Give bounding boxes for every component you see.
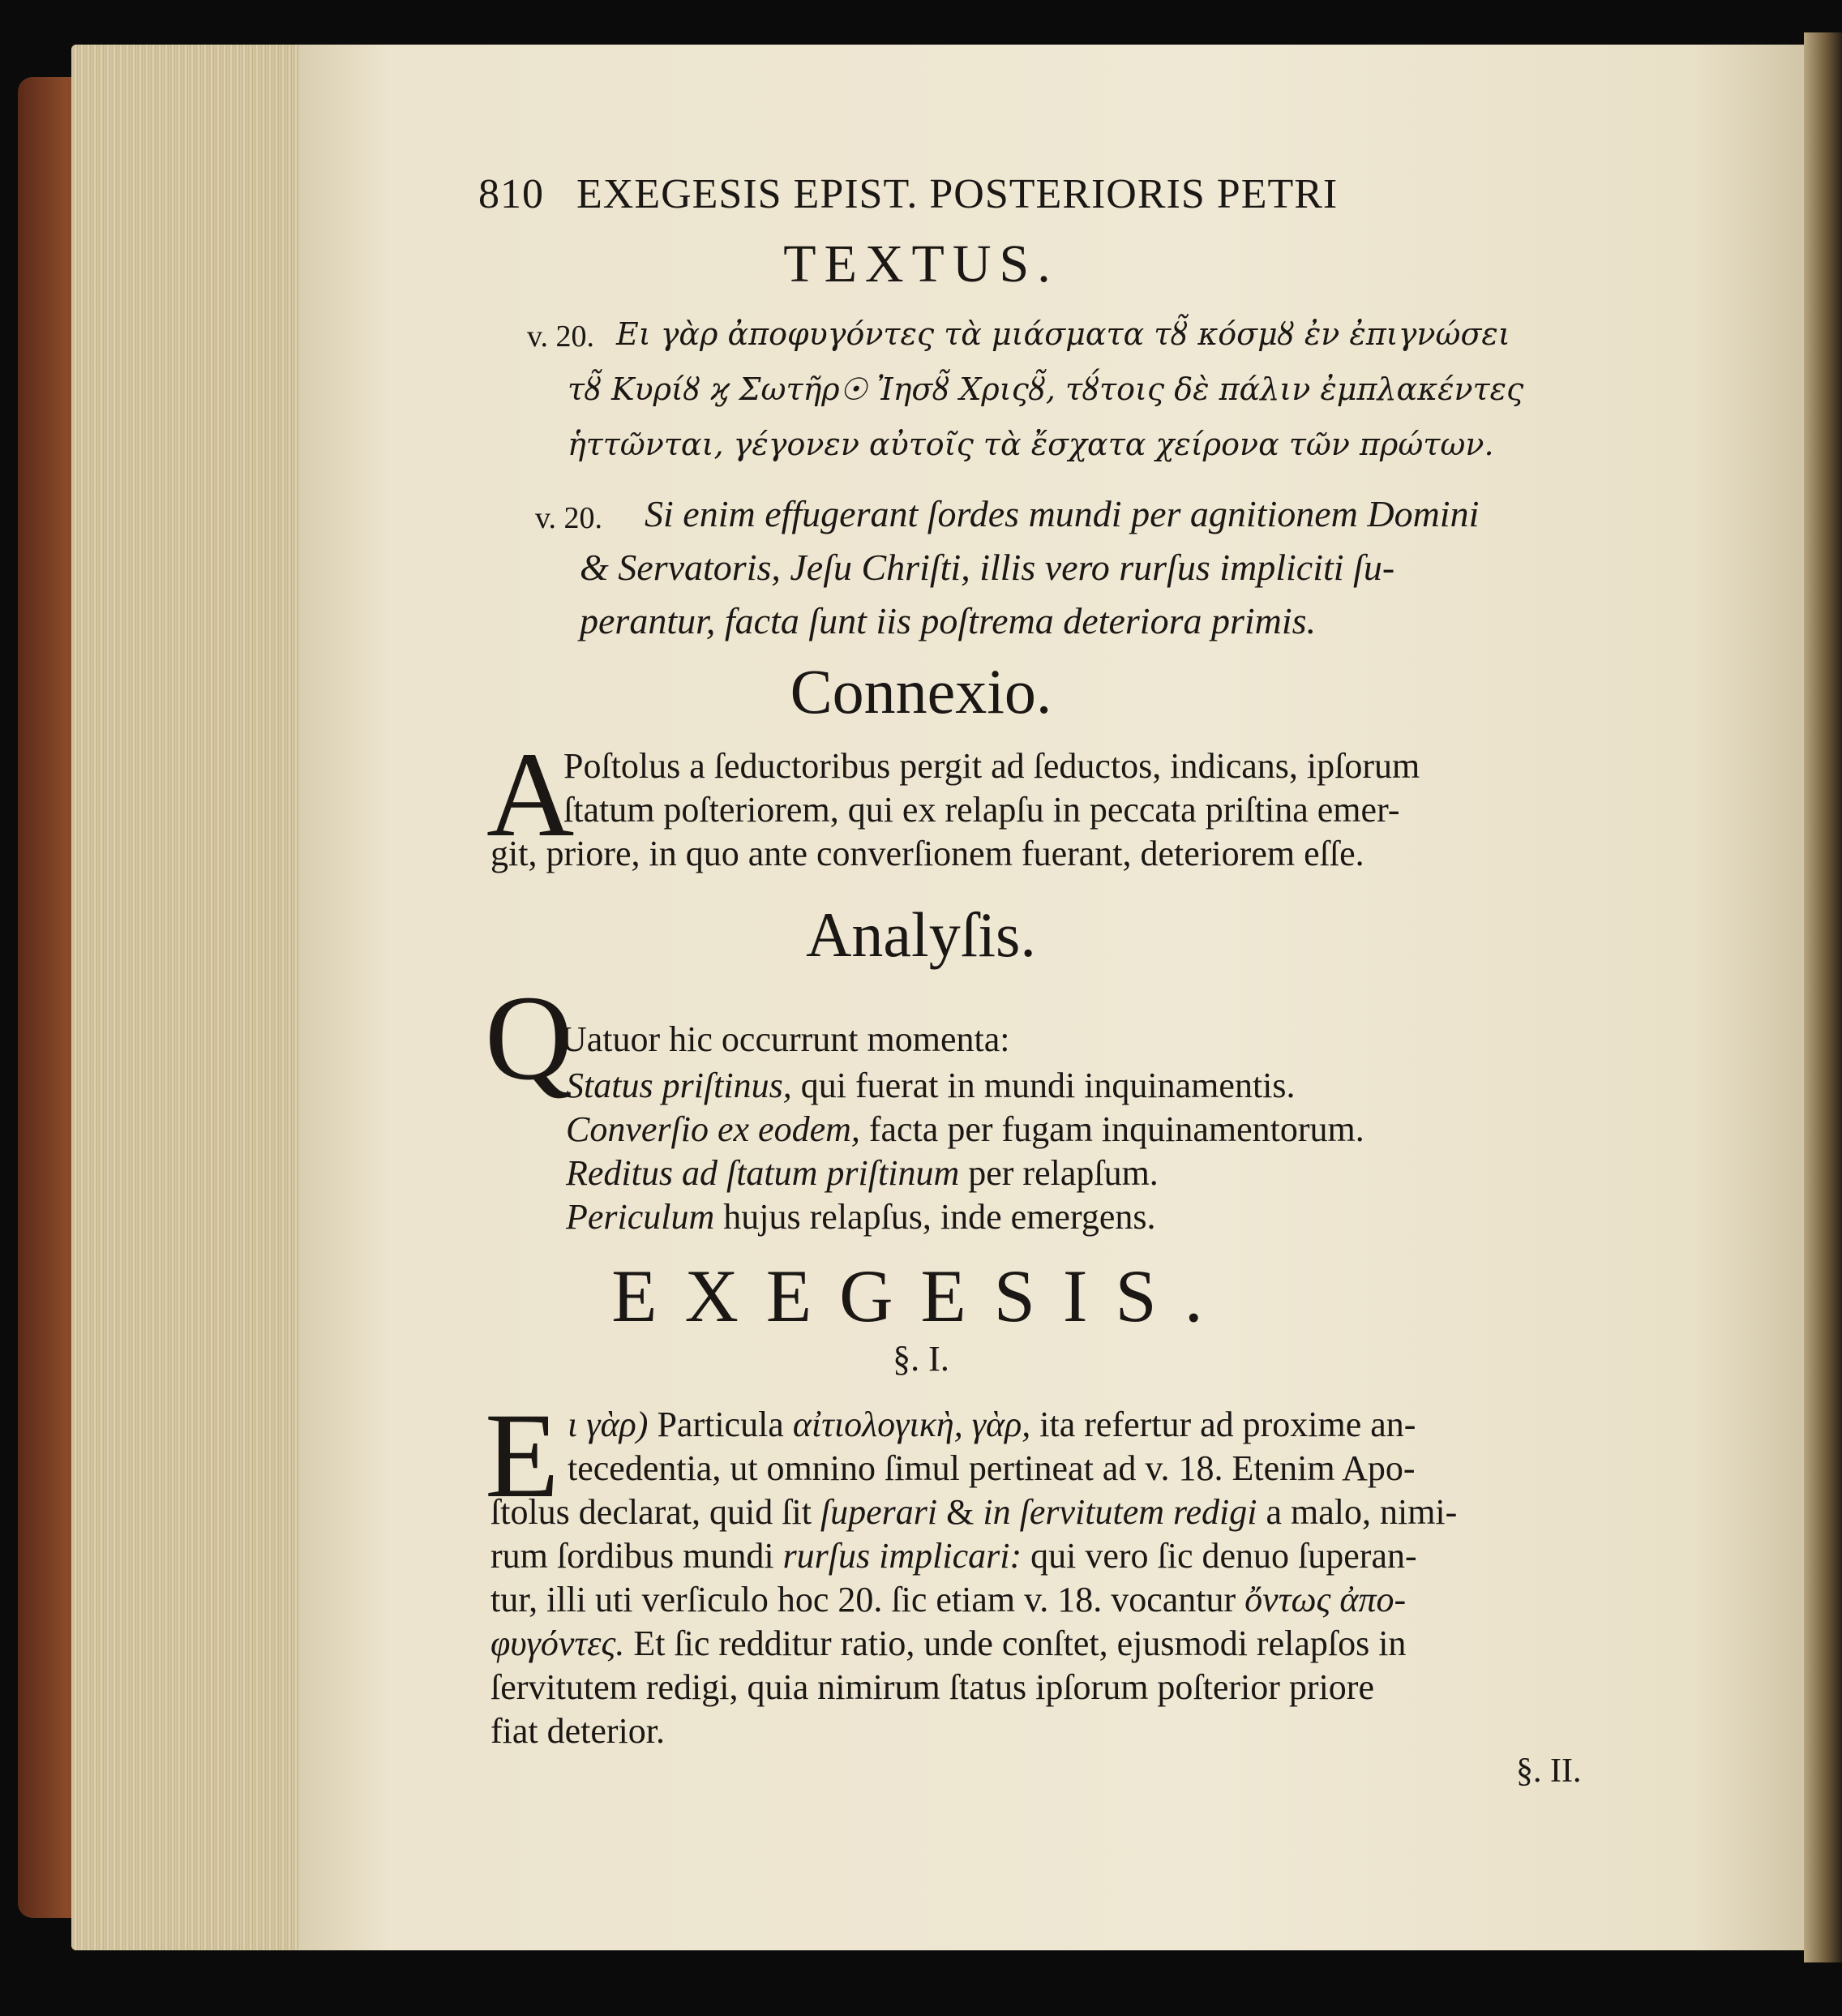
analysis-term-4: Periculum [566,1197,715,1237]
exegesis-line-3-part-1: ſtolus declarat, quid ſit [490,1492,820,1532]
analysis-item-2 [566,1108,1364,1152]
exegesis-line-6-part-1: φυγόντες. [490,1624,625,1663]
exegesis-line-1 [568,1403,1416,1447]
exegesis-line-1-part-4: ita refertur ad proxime an- [1030,1405,1416,1444]
latin-verse-number: v. 20. [535,501,603,535]
exegesis-line-7-part-1: ſervitutem redigi, quia nimirum ſtatus ipſorum poſterior priore [490,1667,1374,1707]
exegesis-line-3-part-3: & [937,1492,983,1532]
exegesis-line-3-part-5: a malo, nimi- [1257,1492,1458,1532]
exegesis-line-5-part-1: tur, illi uti verſiculo hoc 20. ſic etiam v. 18. vocantur [490,1580,1245,1619]
connexio-dropcap: A [486,727,575,862]
analysis-term-2: Converſio ex eodem, [566,1109,860,1149]
exegesis-title: EXEGESIS. [611,1255,1231,1337]
analysis-intro: Uatuor hic occurrunt momenta: [561,1019,1010,1059]
exegesis-line-1-part-2: Particula [657,1405,793,1444]
textus-title: TEXTUS. [783,234,1059,294]
exegesis-line-3 [490,1491,1457,1534]
exegesis-line-3-part-4: in ſervitutem redigi [983,1492,1257,1532]
analysis-item-3 [566,1152,1159,1195]
exegesis-line-3-part-2: ſuperari [820,1492,938,1532]
analysis-item-4 [566,1195,1155,1239]
latin-line-3: perantur, facta ſunt iis poſtrema deteriora primis. [580,600,1317,641]
exegesis-line-2-part-1: tecedentia, ut omnino ſimul pertineat ad v. 18. Etenim Apo- [568,1448,1416,1488]
exegesis-line-7 [490,1666,1374,1709]
greek-line-1: Ει γὰρ ἀποφυγόντες τὰ μιάσματα τȣ̃ κόσμȣ ἐν ἐπιγνώσει [616,316,1510,352]
latin-line-1: Si enim effugerant ſordes mundi per agnitionem Domini [645,493,1480,534]
exegesis-line-6-part-2: Et ſic redditur ratio, unde conſtet, ejusmodi relapſos in [624,1624,1407,1663]
connexio-line-1: Poſtolus a ſeductoribus pergit ad ſeductos, indicans, ipſorum [563,746,1420,786]
analysis-rest-1: qui fuerat in mundi inquinamentis. [791,1066,1296,1105]
exegesis-line-1-part-1: ι γὰρ) [568,1405,658,1444]
analysis-rest-4: hujus relapſus, inde emergens. [714,1197,1156,1237]
analysis-rest-2: facta per fugam inquinamentorum. [859,1109,1364,1149]
greek-verse-number: v. 20. [527,320,595,354]
connexio-line-3: git, priore, in quo ante converſionem fuerant, deteriorem eſſe. [490,834,1364,873]
exegesis-line-4 [490,1534,1417,1578]
latin-line-2: & Servatoris, Jeſu Chriſti, illis vero rurſus impliciti ſu- [580,547,1395,588]
page-number: 810 [478,171,544,217]
analysis-rest-3: per relapſum. [959,1153,1159,1193]
section-number: §. I. [893,1339,949,1379]
exegesis-line-5 [490,1578,1406,1622]
exegesis-line-2 [568,1447,1416,1491]
analysis-term-3: Reditus ad ſtatum priſtinum [566,1153,960,1193]
analysis-title: Analyſis. [806,899,1036,970]
analysis-dropcap: Q [485,971,573,1105]
exegesis-line-5-part-2: ὄντως ἀπο- [1244,1580,1407,1619]
greek-line-2: τȣ̃ Κυρίȣ ϗ Σωτῆρ☉ Ἰησȣ̃ Χριςȣ̃, τȣ́τοις δὲ πάλιν ἐμπλακέντες [568,371,1524,407]
connexio-line-2: ſtatum poſteriorem, qui ex relapſu in peccata priſtina emer- [563,790,1400,830]
running-title: EXEGESIS EPIST. POSTERIORIS PETRI [576,171,1339,217]
exegesis-line-1-part-3: αἰτιολογικὴ, γὰρ, [792,1405,1031,1444]
exegesis-dropcap: E [485,1388,559,1523]
exegesis-line-8 [490,1709,665,1753]
greek-line-3: ἡττῶνται, γέγονεν αὐτοῖς τὰ ἔσχατα χείρονα τῶν πρώτων. [568,427,1494,462]
analysis-item-1 [566,1064,1296,1108]
exegesis-line-8-part-1: fiat deterior. [490,1711,666,1751]
exegesis-line-4-part-2: rurſus implicari: [782,1536,1022,1576]
running-head [478,170,1492,218]
exegesis-line-4-part-1: rum ſordibus mundi [490,1536,783,1576]
exegesis-line-4-part-3: qui vero ſic denuo ſuperan- [1022,1536,1417,1576]
exegesis-line-6 [490,1622,1406,1666]
connexio-title: Connexio. [790,656,1052,727]
catchword: §. II. [1516,1752,1582,1790]
analysis-term-1: Status priſtinus, [566,1066,792,1105]
